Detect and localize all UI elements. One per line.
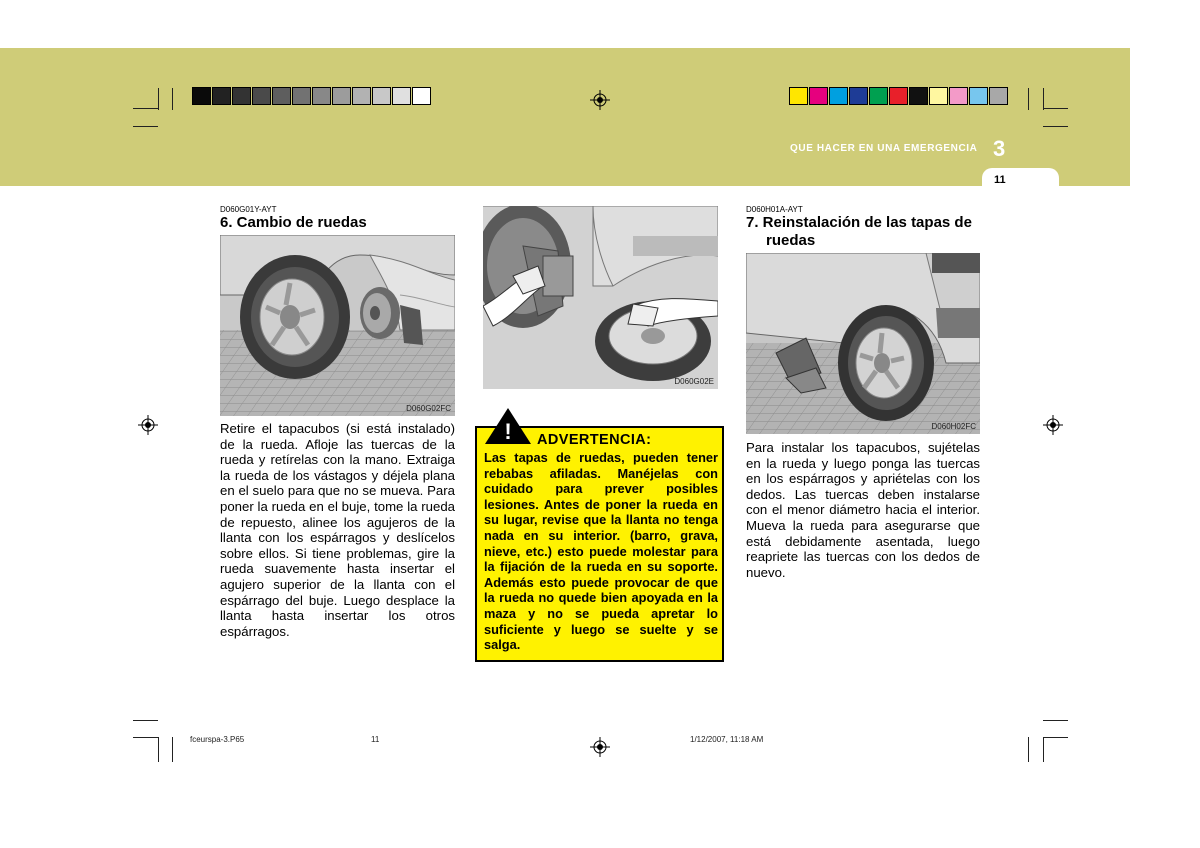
crop-mark [158,737,159,762]
footer-date: 1/12/2007, 11:18 AM [690,735,764,744]
body-text: Retire el tapacubos (si está instalado) de la rueda. Afloje las tuercas de la rueda y retírelas con la mano. Extraiga la rueda de los vástagos y déjela plana en el suelo para que no se mueva. Para poner la rueda en el buje, tome la rueda de repuesto, alinee los agujeros de la llanta con los espárragos y deslícelos sobre ellos. Si tiene problemas, gire la rueda suavemente hasta insertar el agujero superior de la llanta con el espárrago del buje. Luego desplace la llanta hasta insertar los otros espárragos. [220,421,455,639]
registration-mark-icon [138,415,158,435]
color-swatch [232,87,251,105]
color-calibration-bar [789,87,1009,107]
color-swatch [949,87,968,105]
figure-code: D060H02FC [931,422,976,431]
page-number: 11 [994,174,1006,186]
color-swatch [392,87,411,105]
color-swatch [909,87,928,105]
color-swatch [989,87,1008,105]
color-swatch [352,87,371,105]
footer-page: 11 [371,735,380,744]
color-swatch [332,87,351,105]
crop-mark [133,126,158,127]
color-swatch [212,87,231,105]
crop-mark [172,88,173,110]
crop-mark [1028,88,1029,110]
section-heading: 6. Cambio de ruedas [220,214,367,231]
chapter-number: 3 [993,136,1006,161]
section-code: D060G01Y-AYT [220,205,277,214]
crop-mark [133,108,158,109]
warning-text: Las tapas de ruedas, pueden tener rebabas afiladas. Manéjelas con cuidado para prever posibles lesiones. Antes de poner la rueda en su lugar, revise que la llanta no tenga nada en su interior. (barro, grava, nieve, etc.) esto puede molestar para la fijación de la rueda en su soporte. Además esto puede provocar de que la rueda no quede bien apoyada en la maza y no se pueda apretar lo suficiente y luego se suelte y se salga. [484,450,718,653]
color-swatch [292,87,311,105]
color-swatch [809,87,828,105]
crop-mark [172,737,173,762]
color-swatch [272,87,291,105]
color-swatch [889,87,908,105]
section-code: D060H01A-AYT [746,205,803,214]
color-swatch [929,87,948,105]
warning-title: ADVERTENCIA: [537,432,652,448]
wheel-change-illustration [220,235,455,416]
color-swatch [969,87,988,105]
wheel-reinstall-illustration [746,253,980,434]
color-swatch [829,87,848,105]
color-swatch [789,87,808,105]
page-number-tab [982,168,1059,192]
footer-filename: fceurspa-3.P65 [190,735,245,744]
body-text: Para instalar los tapacubos, sujételas en la rueda y luego ponga las tuercas en los espárragos y apriételas con los dedos. Las tuercas deben instalarse con el menor diámetro hacia el interior. Mueva la rueda para asegurarse que está debidamente asentada, luego reapriete las tuercas con los dedos de nuevo. [746,440,980,580]
warning-box [475,426,724,662]
section-heading-line1: 7. Reinstalación de las tapas de [746,214,972,231]
crop-mark [1043,88,1044,110]
warning-triangle-icon [483,406,533,446]
crop-mark [1043,737,1044,762]
warning-symbol: ! [504,419,512,444]
color-swatch [372,87,391,105]
figure-code: D060G02FC [406,404,451,413]
color-swatch [849,87,868,105]
gray-calibration-bar [192,87,432,107]
color-swatch [869,87,888,105]
section-heading-line2: ruedas [766,232,816,249]
header-band [0,48,1130,186]
color-swatch [192,87,211,105]
wheel-cleaning-illustration [483,206,718,389]
crop-mark [1043,720,1068,721]
color-swatch [412,87,431,105]
registration-mark-icon [590,90,610,110]
section-title: QUE HACER EN UNA EMERGENCIA [790,143,978,154]
crop-mark [1043,108,1068,109]
registration-mark-icon [590,737,610,757]
crop-mark [133,720,158,721]
crop-mark [158,88,159,110]
registration-mark-icon [1043,415,1063,435]
crop-mark [1043,126,1068,127]
color-swatch [312,87,331,105]
figure-code: D060G02E [674,377,714,386]
section-heading [746,214,972,250]
color-swatch [252,87,271,105]
crop-mark [1028,737,1029,762]
crop-mark [1043,737,1068,738]
crop-mark [133,737,158,738]
